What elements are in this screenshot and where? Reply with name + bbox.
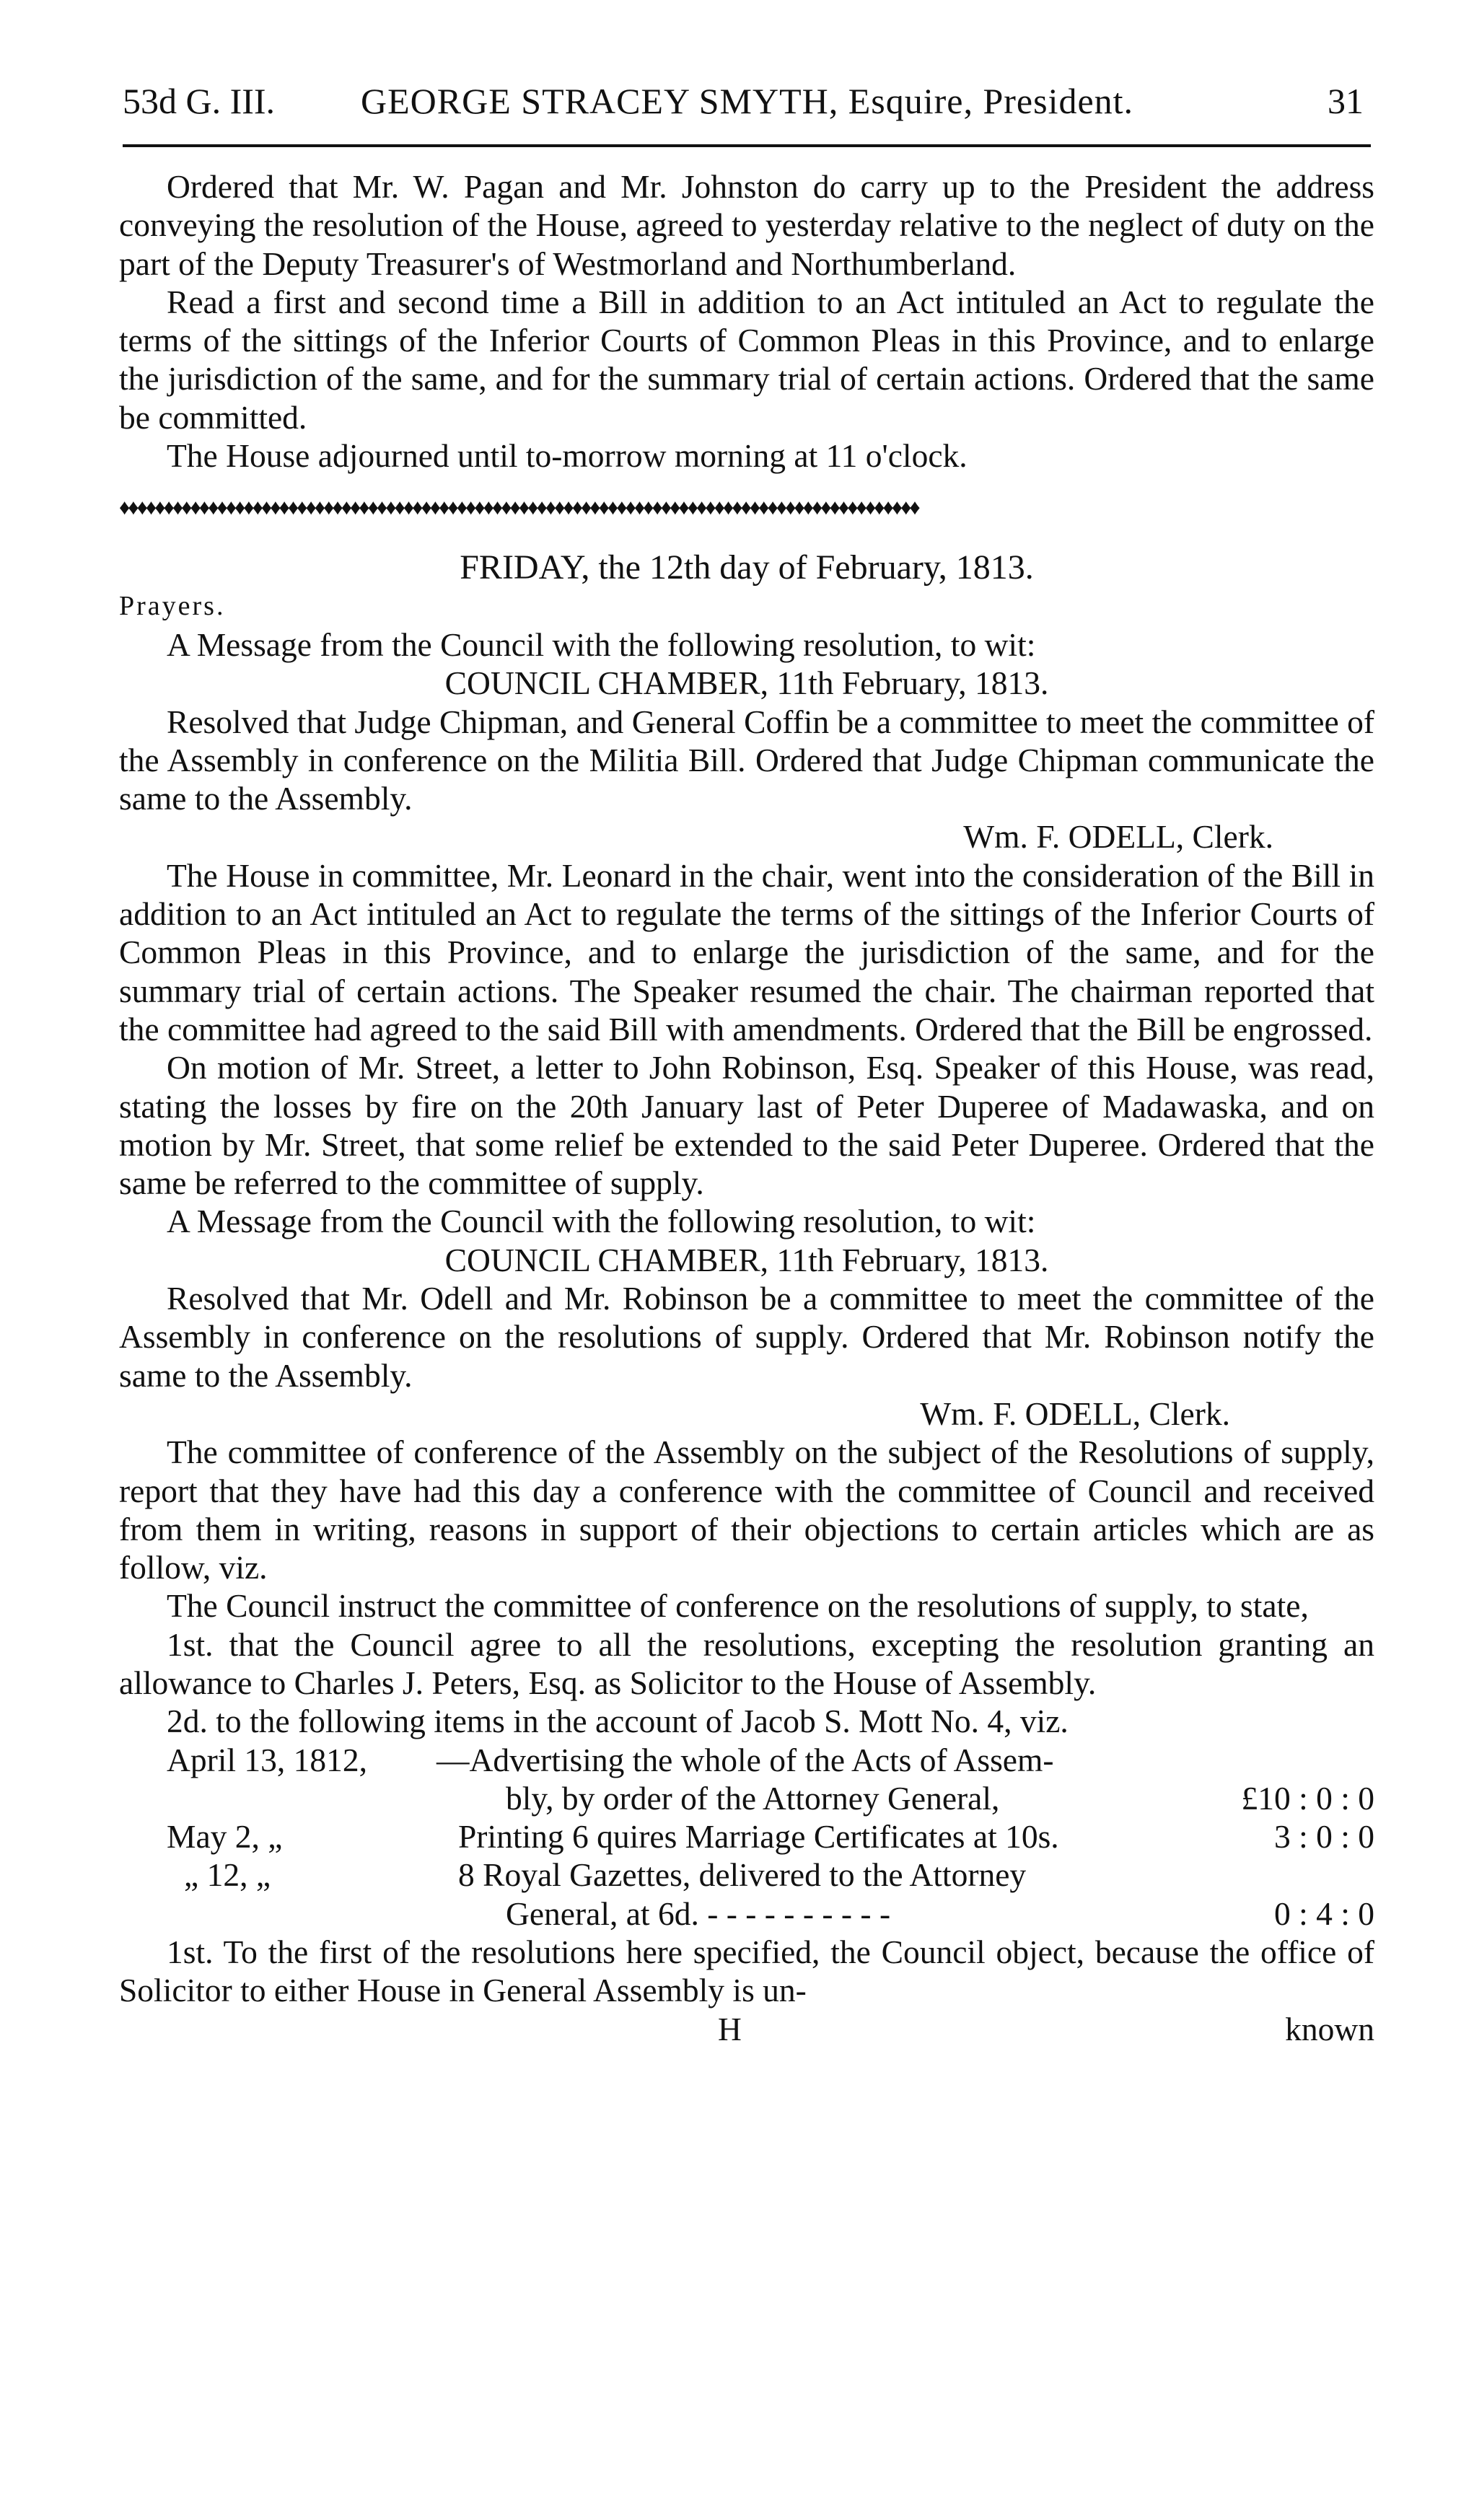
final-paragraph: 1st. To the first of the resolutions here specified, the Council object, because the office of Solicitor to either House in General Assembly is un-	[119, 1933, 1374, 2009]
first-objection: 1st. that the Council agree to all the resolutions, excepting the resolution granting an allowance to Charles J. Peters, Esq. as Solicitor to the House of Assembly.	[119, 1625, 1374, 1701]
header-rule	[123, 144, 1371, 147]
account-item: Printing 6 quires Marriage Certificates at 10s.	[458, 1818, 1059, 1856]
account-date: „ 12, „	[184, 1856, 271, 1894]
running-header	[123, 78, 1364, 124]
page-number: 31	[1328, 81, 1364, 121]
account-amount: 0 : 4 : 0	[1273, 1895, 1374, 1932]
paragraph-bill-reading: Read a first and second time a Bill in addition to an Act intituled an Act to regulate the terms of the sittings of the Inferior Courts of Common Pleas in this Province, and to enlarge the jurisdiction of the same, and for the summary trial of certain actions. Ordered that the same be committed.	[119, 283, 1374, 436]
clerk-signature: Wm. F. ODELL, Clerk.	[963, 818, 1273, 856]
account-date: May 2, „	[167, 1818, 283, 1856]
conference-paragraph: The committee of conference of the Assembly on the subject of the Resolutions of supply, report that they have had this day a conference with the committee of Council and received from them in writing, reasons in support of their objections to certain articles which are as follow, viz.	[119, 1434, 1374, 1586]
account-row	[119, 1779, 1374, 1817]
account-date: April 13, 1812,	[167, 1741, 368, 1778]
catchword: known	[1285, 2010, 1374, 2047]
instruct-paragraph: The Council instruct the committee of conference on the resolutions of supply, to state,	[167, 1587, 1309, 1625]
paragraph-ordered-address: Ordered that Mr. W. Pagan and Mr. Johnston do carry up to the President the address conveying the resolution of the House, agreed to yesterday relative to the neglect of duty on the part of the Deputy Treasurer's of Westmorland and Northumberland.	[119, 168, 1374, 282]
account-row	[119, 1741, 1374, 1779]
page-footer	[119, 2010, 1374, 2053]
account-row	[119, 1817, 1374, 1856]
second-objection: 2d. to the following items in the account of Jacob S. Mott No. 4, viz.	[167, 1703, 1069, 1740]
message-intro: A Message from the Council with the following resolution, to wit:	[167, 625, 1036, 663]
account-amount: £10 : 0 : 0	[1241, 1779, 1374, 1817]
account-item: bly, by order of the Attorney General,	[506, 1779, 1000, 1817]
account-row	[119, 1856, 1374, 1894]
motion-paragraph: On motion of Mr. Street, a letter to John Robinson, Esq. Speaker of this House, was read, stating the losses by fire on the 20th January last of Peter Duperee of Madawaska, and on motion by Mr. Street, that some relief be extended to the said Peter Duperee. Ordered that the same be referred to the committee of supply.	[119, 1049, 1374, 1202]
account-item: —Advertising the whole of the Acts of Assem-	[437, 1741, 1054, 1778]
header-title: GEORGE STRACEY SMYTH, Esquire, President.	[361, 81, 1134, 121]
prayers-label: Prayers.	[119, 590, 226, 621]
page-body	[119, 167, 1374, 2053]
account-amount: 3 : 0 : 0	[1273, 1818, 1374, 1856]
council-chamber-line: COUNCIL CHAMBER, 11th February, 1813.	[444, 664, 1049, 702]
regnal-year: 53d G. III.	[123, 81, 276, 121]
account-item: 8 Royal Gazettes, delivered to the Attorney	[458, 1856, 1027, 1894]
ornamental-divider: ♦♦♦♦♦♦♦♦♦♦♦♦♦♦♦♦♦♦♦♦♦♦♦♦♦♦♦♦♦♦♦♦♦♦♦♦♦♦♦♦♦♦♦♦♦♦♦♦♦♦♦♦♦♦♦♦♦♦♦♦♦♦♦♦♦♦♦♦♦♦♦♦♦♦♦♦♦♦♦♦♦♦♦♦♦♦♦♦♦♦	[119, 496, 918, 520]
account-item: General, at 6d. - - - - - - - - - -	[506, 1895, 891, 1932]
message-intro: A Message from the Council with the following resolution, to wit:	[167, 1203, 1036, 1240]
paragraph-adjourned: The House adjourned until to-morrow morning at 11 o'clock.	[167, 437, 968, 475]
account-row	[119, 1895, 1374, 1933]
resolution-paragraph: Resolved that Mr. Odell and Mr. Robinson be a committee to meet the committee of the Assembly in conference on the resolutions of supply. Ordered that Mr. Robinson notify the same to the Assembly.	[119, 1280, 1374, 1394]
resolution-paragraph: Resolved that Judge Chipman, and General Coffin be a committee to meet the committee of the Assembly in conference on the Militia Bill. Ordered that Judge Chipman communicate the same to the Assembly.	[119, 703, 1374, 817]
clerk-signature: Wm. F. ODELL, Clerk.	[920, 1395, 1230, 1432]
council-chamber-line: COUNCIL CHAMBER, 11th February, 1813.	[444, 1241, 1049, 1278]
signature-mark: H	[718, 2010, 742, 2047]
committee-paragraph: The House in committee, Mr. Leonard in the chair, went into the consideration of the Bill in addition to an Act intituled an Act to regulate the terms of the sittings of the Inferior Courts of Common Pleas in this Province, and to enlarge the jurisdiction of the same, and for the summary trial of certain actions. The Speaker resumed the chair. The chairman reported that the committee had agreed to the said Bill with amendments. Ordered that the Bill be engrossed.	[119, 856, 1374, 1048]
day-heading: FRIDAY, the 12th day of February, 1813.	[460, 548, 1034, 587]
account-table	[119, 1741, 1374, 1933]
